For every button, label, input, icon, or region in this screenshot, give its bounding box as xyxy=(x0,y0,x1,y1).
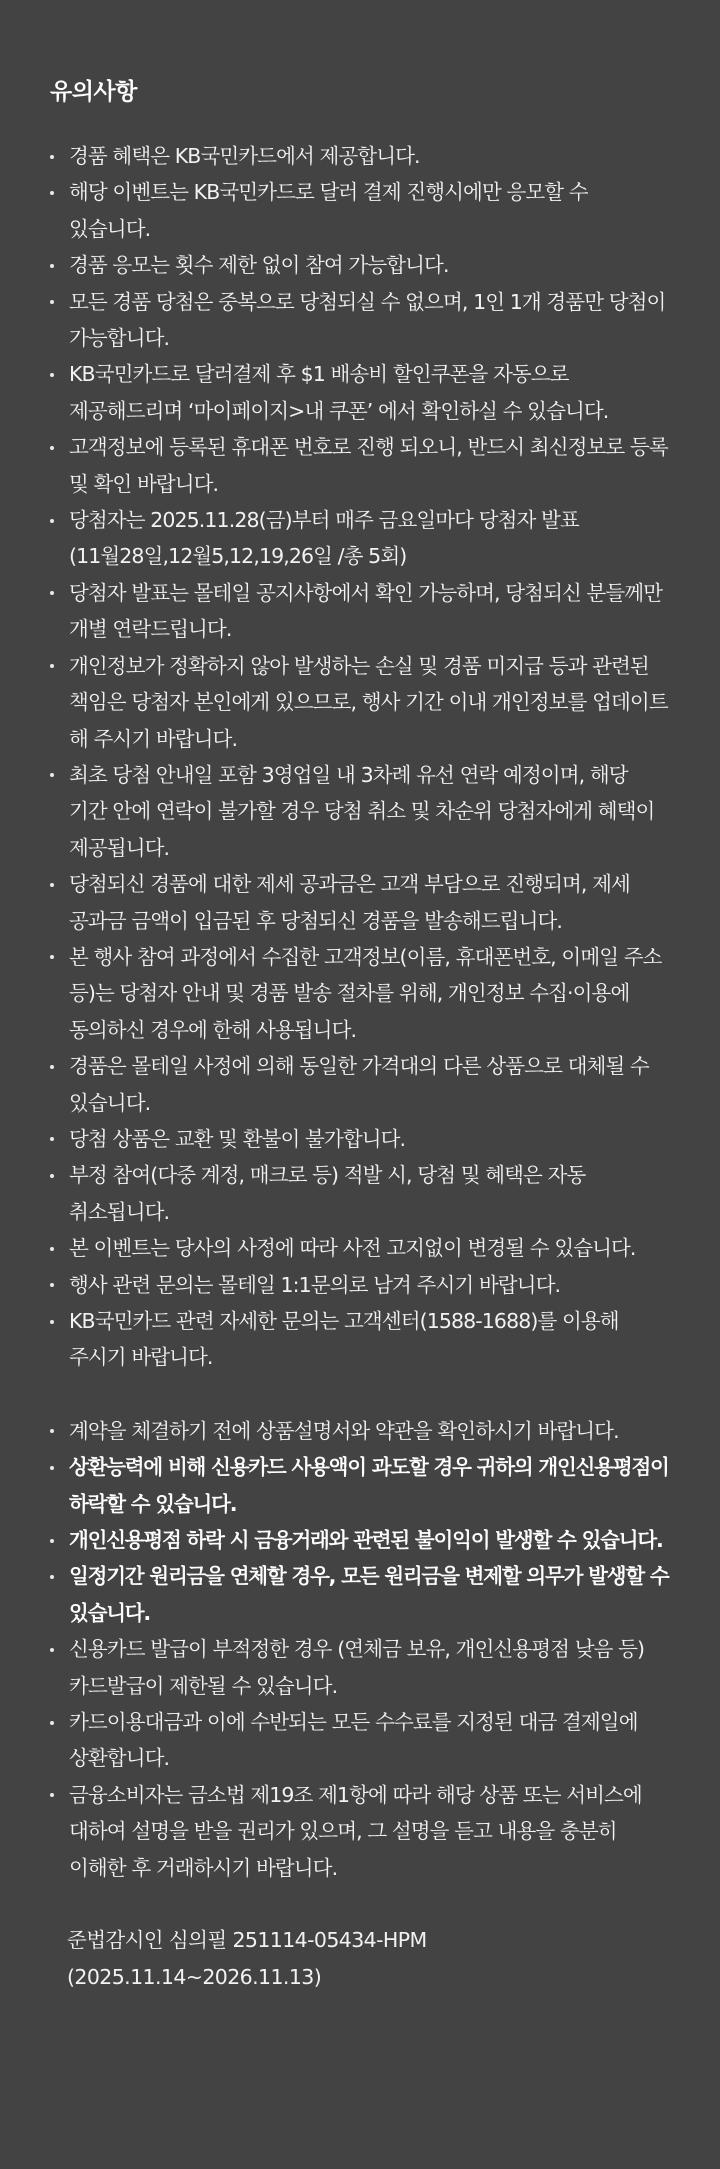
section-spacer xyxy=(50,1376,670,1413)
notice-list-item: KB국민카드 관련 자세한 문의는 고객센터(1588-1688)를 이용해 주시기 바랍니다. xyxy=(50,1303,670,1376)
event-notice-list xyxy=(50,138,670,1376)
notice-list-item: 본 이벤트는 당사의 사정에 따라 사전 고지없이 변경될 수 있습니다. xyxy=(50,1230,670,1266)
notice-list-item: 최초 당첨 안내일 포함 3영업일 내 3차례 유선 연락 예정이며, 해당 기간 안에 연락이 불가할 경우 당첨 취소 및 차순위 당첨자에게 혜택이 제공됩니다. xyxy=(50,757,670,866)
notice-list-item: 본 행사 참여 과정에서 수집한 고객정보(이름, 휴대폰번호, 이메일 주소 등)는 당첨자 안내 및 경품 발송 절차를 위해, 개인정보 수집·이용에 동의하신 경우에 한해 사용됩니다. xyxy=(50,939,670,1048)
card-notice-list xyxy=(50,1413,670,1886)
notice-list-item: 고객정보에 등록된 휴대폰 번호로 진행 되오니, 반드시 최신정보로 등록 및 확인 바랍니다. xyxy=(50,429,670,502)
notice-list-item: 당첨자 발표는 몰테일 공지사항에서 확인 가능하며, 당첨되신 분들께만 개별 연락드립니다. xyxy=(50,575,670,648)
notice-list-item: 개인신용평점 하락 시 금융거래와 관련된 불이익이 발생할 수 있습니다. xyxy=(50,1522,670,1558)
notice-title: 유의사항 xyxy=(50,79,137,105)
notice-list-item: 개인정보가 정확하지 않아 발생하는 손실 및 경품 미지급 등과 관련된 책임은 당첨자 본인에게 있으므로, 행사 기간 이내 개인정보를 업데이트 해 주시기 바랍니다. xyxy=(50,648,670,757)
notice-list-item: 카드이용대금과 이에 수반되는 모든 수수료를 지정된 대금 결제일에 상환합니다. xyxy=(50,1704,670,1777)
compliance-info xyxy=(50,1922,670,1995)
notice-list-item: 계약을 체결하기 전에 상품설명서와 약관을 확인하시기 바랍니다. xyxy=(50,1413,670,1449)
notice-list-item: 해당 이벤트는 KB국민카드로 달러 결제 진행시에만 응모할 수 있습니다. xyxy=(50,174,670,247)
notice-list-item: 부정 참여(다중 계정, 매크로 등) 적발 시, 당첨 및 혜택은 자동 취소됩니다. xyxy=(50,1157,670,1230)
notice-list-item: 금융소비자는 금소법 제19조 제1항에 따라 해당 상품 또는 서비스에 대하여 설명을 받을 권리가 있으며, 그 설명을 듣고 내용을 충분히 이해한 후 거래하시기 바랍니다. xyxy=(50,1777,670,1886)
compliance-approval-number: 준법감시인 심의필 251114-05434-HPM xyxy=(67,1928,427,1953)
notice-list-item: 당첨 상품은 교환 및 환불이 불가합니다. xyxy=(50,1121,670,1157)
notice-list-item: KB국민카드로 달러결제 후 $1 배송비 할인쿠폰을 자동으로 제공해드리며 ‘마이페이지>내 쿠폰’ 에서 확인하실 수 있습니다. xyxy=(50,356,670,429)
notice-list-item: 모든 경품 당첨은 중복으로 당첨되실 수 없으며, 1인 1개 경품만 당첨이 가능합니다. xyxy=(50,284,670,357)
notice-list-item: 일정기간 원리금을 연체할 경우, 모든 원리금을 변제할 의무가 발생할 수 있습니다. xyxy=(50,1558,670,1631)
notice-list-item: 신용카드 발급이 부적정한 경우 (연체금 보유, 개인신용평점 낮음 등) 카드발급이 제한될 수 있습니다. xyxy=(50,1631,670,1704)
notice-list-item: 당첨되신 경품에 대한 제세 공과금은 고객 부담으로 진행되며, 제세 공과금 금액이 입금된 후 당첨되신 경품을 발송해드립니다. xyxy=(50,866,670,939)
notice-list-item: 경품 응모는 횟수 제한 없이 참여 가능합니다. xyxy=(50,247,670,283)
notice-list-item: 경품 혜택은 KB국민카드에서 제공합니다. xyxy=(50,138,670,174)
notice-list-item: 경품은 몰테일 사정에 의해 동일한 가격대의 다른 상품으로 대체될 수 있습니다. xyxy=(50,1048,670,1121)
compliance-validity-period: (2025.11.14~2026.11.13) xyxy=(67,1964,322,1989)
notice-list-item: 행사 관련 문의는 몰테일 1:1문의로 남겨 주시기 바랍니다. xyxy=(50,1267,670,1303)
notice-list-item: 상환능력에 비해 신용카드 사용액이 과도할 경우 귀하의 개인신용평점이 하락할 수 있습니다. xyxy=(50,1449,670,1522)
notice-list-item: 당첨자는 2025.11.28(금)부터 매주 금요일마다 당첨자 발표 (11월28일,12월5,12,19,26일 /총 5회) xyxy=(50,502,670,575)
